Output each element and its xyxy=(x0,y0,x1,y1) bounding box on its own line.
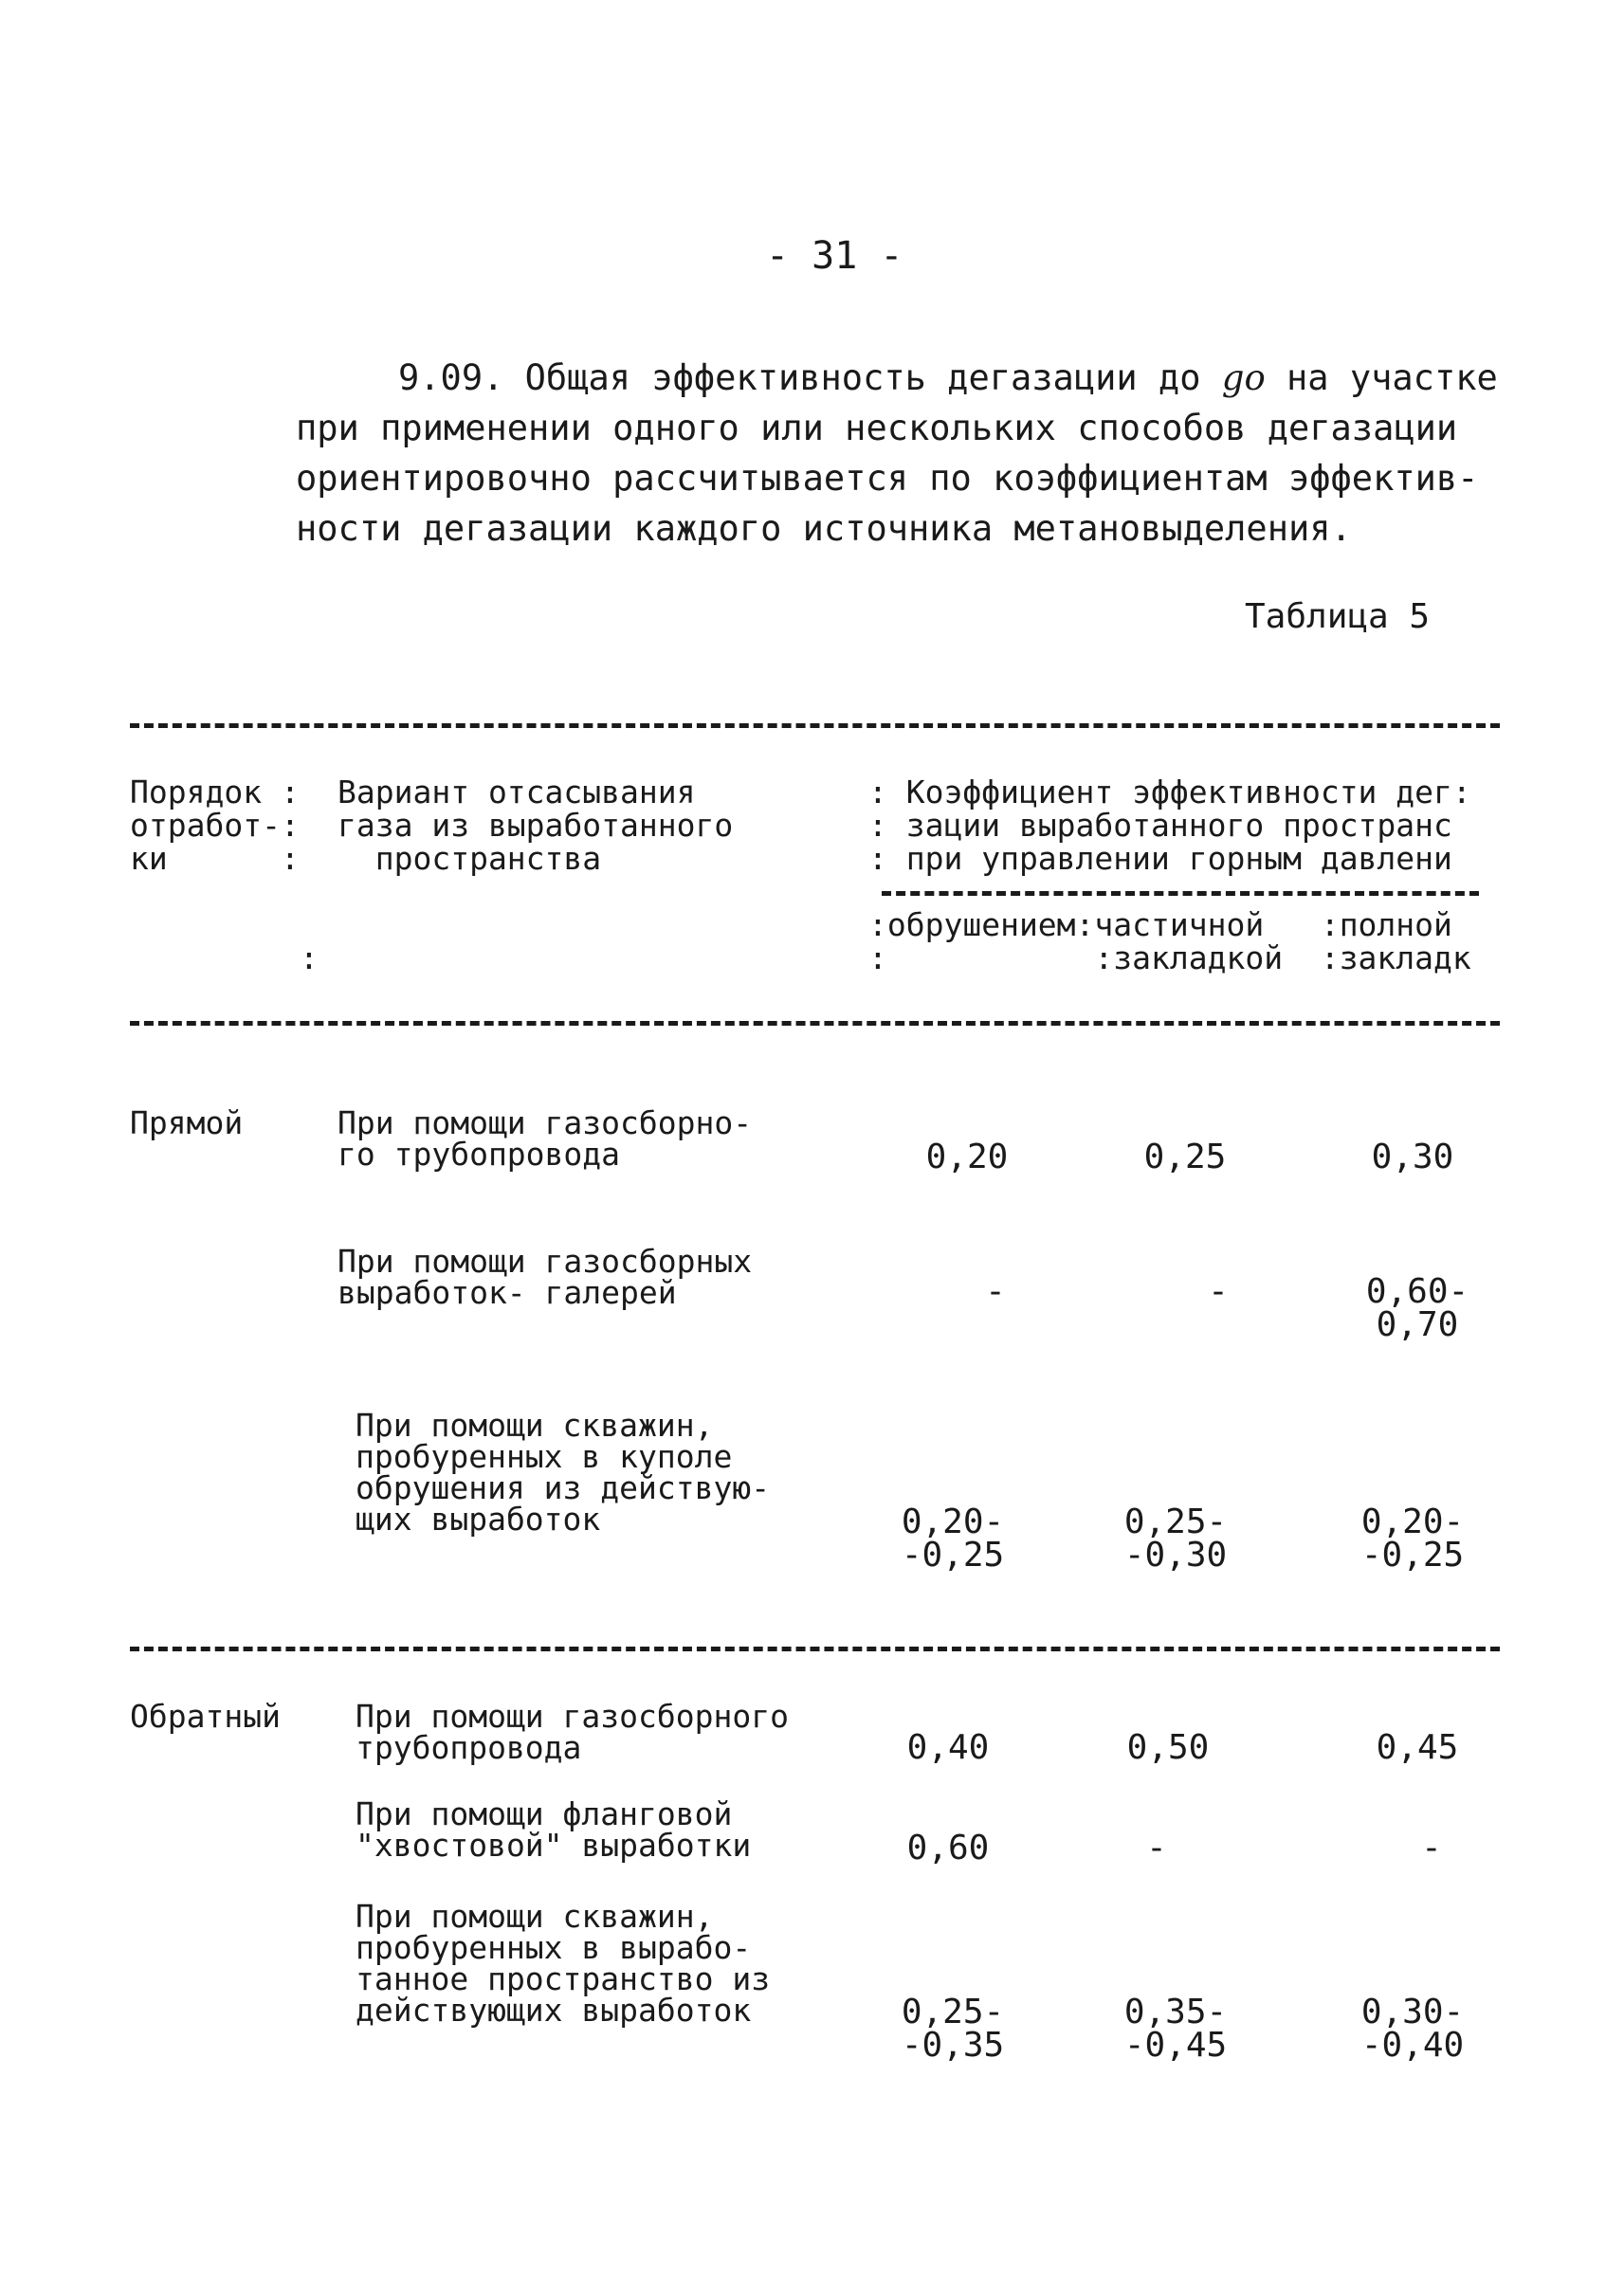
header-sub-line-1: :обрушением:частичной :полной xyxy=(868,906,1452,943)
row-value-full-fill: 0,30- -0,40 xyxy=(1360,1993,1465,2065)
header-order-line-3: ки : xyxy=(130,840,300,877)
header-coef-line-2: : зации выработанного пространс xyxy=(868,807,1452,844)
row-value-full-fill: 0,45 xyxy=(1376,1728,1459,1767)
header-sub-line-2: : :закладкой :закладк xyxy=(868,939,1471,976)
paragraph-line-1a: 9.09. Общая эффективность дегазации до xyxy=(398,357,1222,398)
header-sub-rule xyxy=(882,891,1479,896)
paragraph-line-1 xyxy=(398,353,1498,403)
row-variant-line: При помощи фланговой xyxy=(356,1795,733,1832)
row-variant-line: При помощи газосборно- xyxy=(338,1104,753,1141)
paragraph-line-3: ориентировочно рассчитывается по коэффициентам эффектив- xyxy=(296,458,1479,499)
row-variant-line: го трубопровода xyxy=(338,1136,621,1173)
paragraph-line-2: при применении одного или нескольких способов дегазации xyxy=(296,408,1458,448)
row-value-collapse: - xyxy=(985,1272,1006,1311)
row-variant-line: обрушения из действую- xyxy=(356,1469,771,1506)
header-variant-line-1: Вариант отсасывания xyxy=(338,774,696,811)
header-variant-line-2: газа из выработанного xyxy=(338,807,734,844)
header-coef-line-1: : Коэффициент эффективности дег: xyxy=(868,774,1471,811)
row-value-collapse: 0,25- -0,35 xyxy=(901,1993,1005,2065)
row-variant-line: При помощи скважин, xyxy=(356,1407,714,1444)
symbol-go: go xyxy=(1221,357,1266,398)
row-value-collapse: 0,60 xyxy=(906,1829,990,1867)
header-bottom-rule xyxy=(130,1021,1500,1026)
table-caption: Таблица 5 xyxy=(1245,597,1431,636)
header-variant-line-3: пространства xyxy=(338,840,602,877)
group-separator-rule xyxy=(130,1647,1500,1651)
row-variant-line: выработок- галерей xyxy=(338,1274,677,1311)
row-value-partial-fill: 0,25- -0,30 xyxy=(1123,1503,1228,1575)
paragraph-line-4: ности дегазации каждого источника метановыделения. xyxy=(296,508,1352,549)
page-number: - 31 - xyxy=(766,234,903,278)
row-variant-line: танное пространство из xyxy=(356,1960,771,1997)
row-value-collapse: 0,20- -0,25 xyxy=(901,1503,1005,1575)
row-value-full-fill: - xyxy=(1421,1829,1442,1867)
row-value-full-fill: 0,60- 0,70 xyxy=(1365,1272,1469,1344)
paragraph-line-1b: на участке xyxy=(1265,357,1498,398)
row-variant-line: щих выработок xyxy=(356,1501,601,1538)
header-order-line-2: отработ-: xyxy=(130,807,300,844)
row-value-partial-fill: 0,25 xyxy=(1143,1138,1227,1176)
table-top-rule xyxy=(130,723,1500,728)
header-coef-line-3: : при управлении горным давлени xyxy=(868,840,1452,877)
header-order-colon: : xyxy=(300,939,319,976)
row-value-collapse: 0,20 xyxy=(925,1138,1009,1176)
row-value-partial-fill: - xyxy=(1146,1829,1167,1867)
row-value-partial-fill: 0,35- -0,45 xyxy=(1123,1993,1228,2065)
group-order-direct: Прямой xyxy=(130,1104,244,1141)
row-variant-line: При помощи скважин, xyxy=(356,1898,714,1935)
row-value-partial-fill: 0,50 xyxy=(1126,1728,1210,1767)
group-order-reverse: Обратный xyxy=(130,1698,281,1735)
row-variant-line: действующих выработок xyxy=(356,1992,752,2029)
row-variant-line: "хвостовой" выработки xyxy=(356,1827,752,1864)
row-value-collapse: 0,40 xyxy=(906,1728,990,1767)
row-value-full-fill: 0,20- -0,25 xyxy=(1360,1503,1465,1575)
row-value-full-fill: 0,30 xyxy=(1371,1138,1454,1176)
row-variant-line: При помощи газосборных xyxy=(338,1243,753,1280)
row-variant-line: трубопровода xyxy=(356,1729,582,1766)
header-order-line-1: Порядок : xyxy=(130,774,300,811)
row-variant-line: пробуренных в вырабо- xyxy=(356,1929,752,1966)
row-variant-line: При помощи газосборного xyxy=(356,1698,789,1735)
row-variant-line: пробуренных в куполе xyxy=(356,1438,733,1475)
row-value-partial-fill: - xyxy=(1208,1272,1229,1311)
